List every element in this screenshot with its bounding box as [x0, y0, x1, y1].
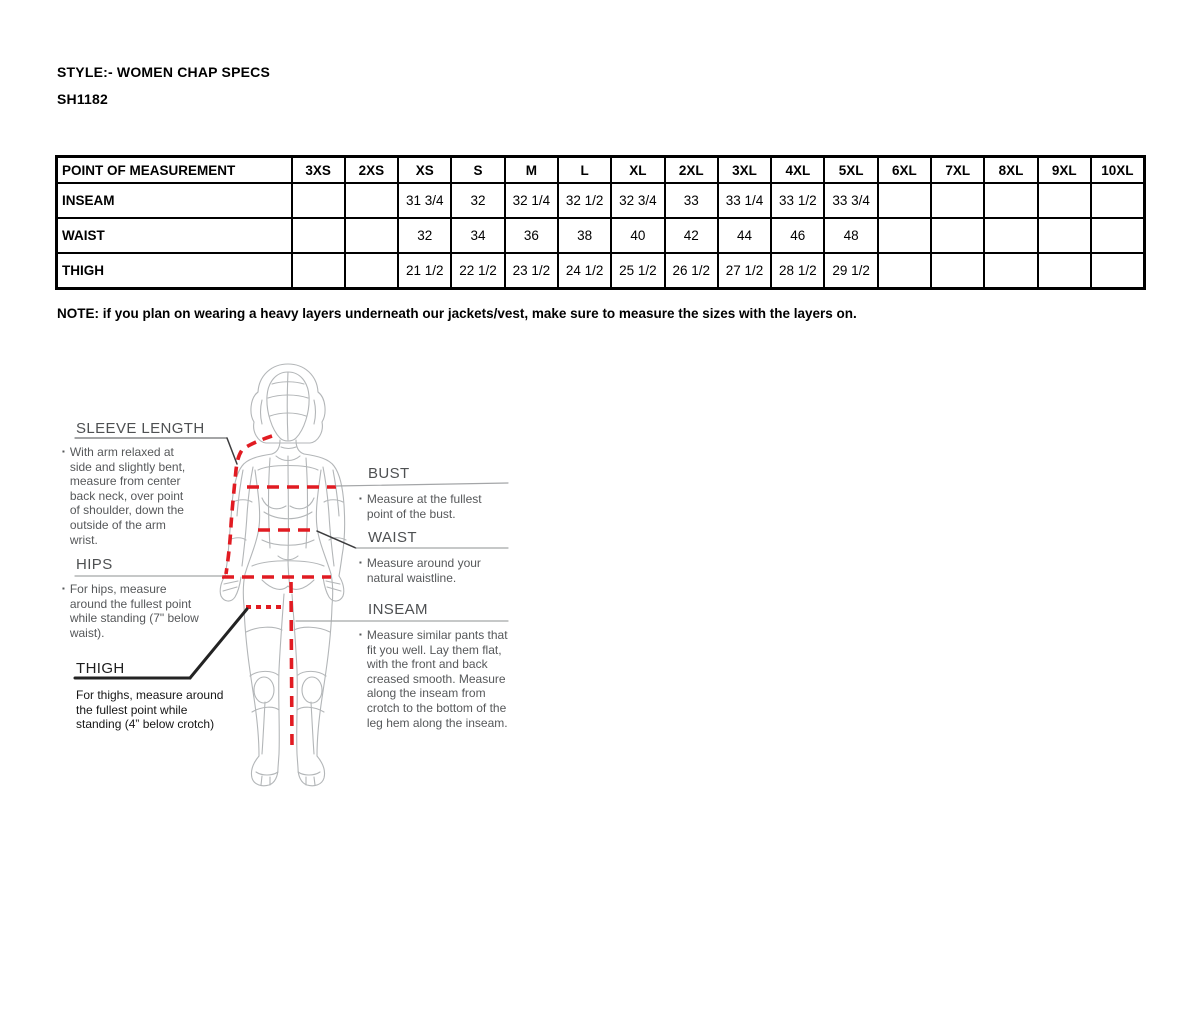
- header-size-5xl: 5XL: [824, 157, 877, 184]
- bullet-square-icon: ▪: [62, 584, 65, 593]
- measurement-cell: 24 1/2: [558, 253, 611, 289]
- header-size-2xs: 2XS: [345, 157, 398, 184]
- measurement-cell: [292, 253, 345, 289]
- thigh-heading: THIGH: [76, 660, 125, 677]
- measurement-cell: 32 3/4: [611, 183, 664, 218]
- measurement-cell: [345, 218, 398, 253]
- header-size-4xl: 4XL: [771, 157, 824, 184]
- hips-heading: HIPS: [76, 556, 113, 573]
- measurement-cell: 48: [824, 218, 877, 253]
- header-size-xs: XS: [398, 157, 451, 184]
- measurement-cell: 44: [718, 218, 771, 253]
- measurement-cell: [984, 183, 1037, 218]
- measurement-cell: [292, 183, 345, 218]
- waist-heading: WAIST: [368, 529, 417, 546]
- bust-label-line: [336, 483, 508, 486]
- header-size-3xs: 3XS: [292, 157, 345, 184]
- note-text: NOTE: if you plan on wearing a heavy layers underneath our jackets/vest, make sure to measure the sizes with the layers on.: [57, 306, 857, 321]
- measurement-cell: 21 1/2: [398, 253, 451, 289]
- measurement-cell: [292, 218, 345, 253]
- measurement-cell: [1091, 253, 1144, 289]
- waist-pointer-line: [317, 531, 356, 548]
- row-label: INSEAM: [57, 183, 292, 218]
- measurement-cell: 33 3/4: [824, 183, 877, 218]
- sleeve-length-heading: SLEEVE LENGTH: [76, 420, 205, 437]
- measurement-cell: [1038, 218, 1091, 253]
- thigh-desc: For thighs, measure around the fullest point while standing (4” below crotch): [76, 688, 224, 732]
- header-size-9xl: 9XL: [1038, 157, 1091, 184]
- bullet-square-icon: ▪: [62, 447, 65, 456]
- measurement-cell: [345, 253, 398, 289]
- measurement-cell: 32 1/4: [505, 183, 558, 218]
- header-size-6xl: 6XL: [878, 157, 931, 184]
- measurement-cell: 32: [451, 183, 504, 218]
- header-size-7xl: 7XL: [931, 157, 984, 184]
- measurement-cell: 31 3/4: [398, 183, 451, 218]
- size-chart-table: [55, 155, 1146, 290]
- measurement-cell: [1038, 183, 1091, 218]
- measurement-cell: [878, 253, 931, 289]
- measurement-cell: [1038, 253, 1091, 289]
- measurement-cell: 27 1/2: [718, 253, 771, 289]
- header-size-3xl: 3XL: [718, 157, 771, 184]
- measurement-cell: [1091, 218, 1144, 253]
- measurement-cell: 26 1/2: [665, 253, 718, 289]
- measurement-cell: 33: [665, 183, 718, 218]
- measurement-cell: 33 1/2: [771, 183, 824, 218]
- sleeve-length-pointer-line: [227, 438, 237, 464]
- row-waist: [57, 218, 1145, 253]
- header-row: [57, 157, 1145, 184]
- row-label: WAIST: [57, 218, 292, 253]
- waist-desc: ▪ Measure around your natural waistline.: [359, 556, 481, 585]
- row-thigh: [57, 253, 1145, 289]
- measurement-cell: 32: [398, 218, 451, 253]
- bust-desc: ▪ Measure at the fullest point of the bust.: [359, 492, 482, 521]
- hips-desc: ▪ For hips, measure around the fullest point while standing (7" below waist).: [62, 582, 199, 640]
- measurement-cell: 29 1/2: [824, 253, 877, 289]
- measurement-cell: [1091, 183, 1144, 218]
- measurement-cell: [345, 183, 398, 218]
- bust-heading: BUST: [368, 465, 410, 482]
- measurement-cell: 46: [771, 218, 824, 253]
- row-label: THIGH: [57, 253, 292, 289]
- inseam-measure-line: [291, 582, 292, 748]
- measurement-cell: [931, 183, 984, 218]
- sleeve-length-desc: ▪ With arm relaxed at side and slightly bent, measure from center back neck, over point of shoulder, down the outside of the arm wrist.: [62, 445, 186, 547]
- header-size-xl: XL: [611, 157, 664, 184]
- sleeve-length-measure-line: [226, 436, 272, 574]
- header-size-m: M: [505, 157, 558, 184]
- measurement-cell: 33 1/4: [718, 183, 771, 218]
- row-inseam: [57, 183, 1145, 218]
- inseam-heading: INSEAM: [368, 601, 428, 618]
- header-size-s: S: [451, 157, 504, 184]
- measurement-cell: 36: [505, 218, 558, 253]
- measurement-cell: [984, 218, 1037, 253]
- measurement-cell: 40: [611, 218, 664, 253]
- header-size-8xl: 8XL: [984, 157, 1037, 184]
- measurement-cell: 28 1/2: [771, 253, 824, 289]
- measurement-cell: [878, 218, 931, 253]
- measurement-cell: 42: [665, 218, 718, 253]
- measurement-cell: [931, 218, 984, 253]
- measurement-cell: 25 1/2: [611, 253, 664, 289]
- bullet-square-icon: ▪: [359, 630, 362, 639]
- measurement-cell: 22 1/2: [451, 253, 504, 289]
- measurement-cell: [984, 253, 1037, 289]
- measurement-cell: 23 1/2: [505, 253, 558, 289]
- inseam-desc: ▪ Measure similar pants that fit you well. Lay them flat, with the front and back creased smooth. Measure along the inseam from crotch to the bottom of the leg hem along the inseam.: [359, 628, 508, 730]
- header-point-of-measurement: POINT OF MEASUREMENT: [57, 157, 292, 184]
- doc-style-code: SH1182: [57, 91, 109, 107]
- header-size-10xl: 10XL: [1091, 157, 1144, 184]
- header-size-l: L: [558, 157, 611, 184]
- measurement-cell: [931, 253, 984, 289]
- header-size-2xl: 2XL: [665, 157, 718, 184]
- measurement-cell: 38: [558, 218, 611, 253]
- measurement-cell: 34: [451, 218, 504, 253]
- measurement-cell: [878, 183, 931, 218]
- measurement-cell: 32 1/2: [558, 183, 611, 218]
- bullet-square-icon: ▪: [359, 558, 362, 567]
- body-figure-wireframe: [220, 364, 346, 786]
- bullet-square-icon: ▪: [359, 494, 362, 503]
- doc-style-title: STYLE:- WOMEN CHAP SPECS: [57, 64, 271, 80]
